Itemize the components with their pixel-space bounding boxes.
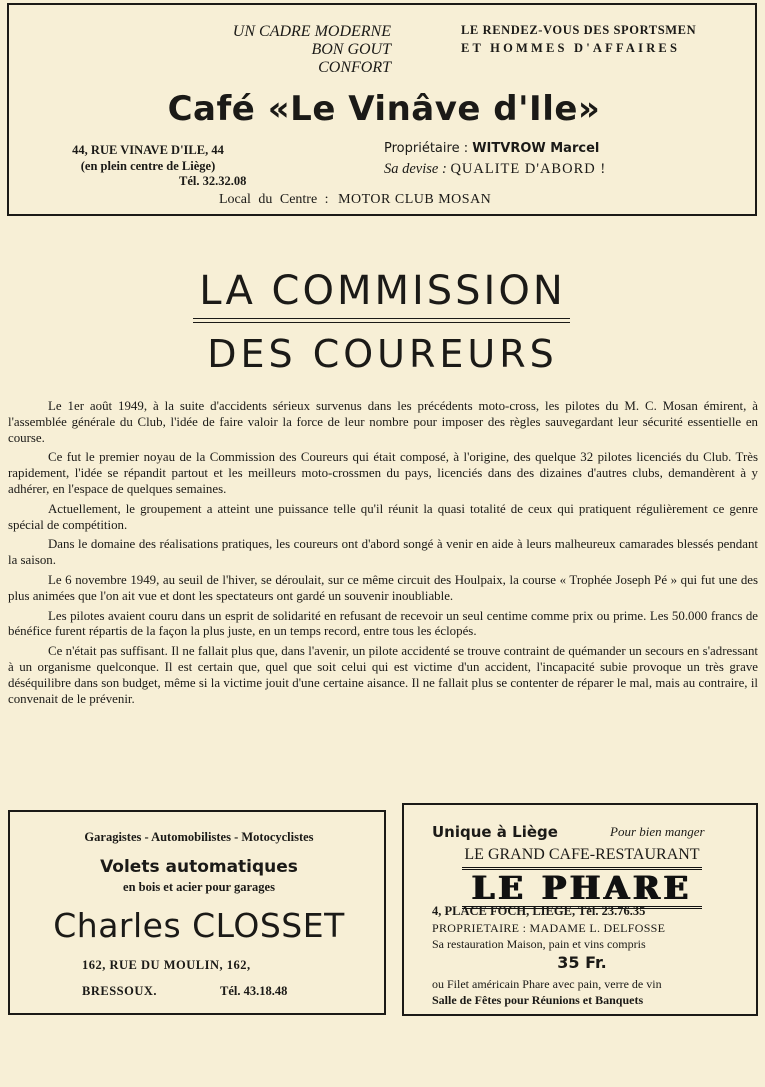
local-label: Local du Centre :	[219, 192, 329, 207]
tagline-left-line: CONFORT	[318, 59, 391, 76]
article-paragraph: Ce fut le premier noyau de la Commission des Coureurs qui était composé, à l'origine, des quelque 32 pilotes licenciés du Club. Très rapidement, l'idée se répandit partout et les meilleurs moto-crossmen du pays, licenciés dans des dizaines d'autres clubs, demandèrent à y adhérer, en l'espace de quelques semaines.	[8, 450, 758, 496]
tagline-right-line: ET HOMMES D'AFFAIRES	[461, 41, 681, 55]
tagline-left	[169, 23, 391, 77]
ad-unique: Unique à Liège	[432, 823, 558, 841]
tagline-right	[461, 21, 751, 57]
motto-label: Sa devise :	[384, 161, 447, 177]
ad-slogan: Pour bien manger	[610, 824, 705, 839]
ad-restaurant-type: LE GRAND CAFE-RESTAURANT	[464, 846, 700, 863]
title-rule	[193, 322, 570, 323]
ad-price: 35 Fr.	[557, 953, 607, 972]
owner-name: WITVROW Marcel	[472, 141, 600, 156]
phare-logo: LE PHARE	[462, 867, 702, 909]
ad-product-detail: en bois et acier pour garages	[123, 880, 275, 894]
article-paragraph: Ce n'était pas suffisant. Il ne fallait plus que, dans l'avenir, un pilote accidenté se trouve contraint de quémander un secours en s'adressant à un organisme quelconque. Il est certain que, quel que soit celui qui est victime d'un accident, l'incapacité subie provoque un très grave déséquilibre dans son budget, même si la victime jouit d'une certaine aisance. Il ne fallait plus se contenter de réparer le mal, mais au contraire, il convenait de le prévenir.	[8, 644, 758, 706]
phare-logo-wrap	[404, 867, 760, 909]
address-line: 44, RUE VINAVE D'ILE, 44	[72, 143, 224, 157]
article-title-line1: LA COMMISSION	[199, 268, 566, 314]
ad-banquet-hall: Salle de Fêtes pour Réunions et Banquets	[432, 993, 644, 1007]
ad-cafe-vinave	[7, 3, 757, 216]
ad-owner: PROPRIETAIRE : MADAME L. DELFOSSE	[432, 921, 666, 935]
address-line: (en plein centre de Liège)	[80, 159, 216, 173]
ad-trades: Garagistes - Automobilistes - Motocyclistes	[84, 830, 314, 844]
owner-label: Propriétaire :	[384, 141, 469, 156]
ad-address: 162, RUE DU MOULIN, 162,	[82, 958, 251, 972]
article-paragraph: Les pilotes avaient couru dans un esprit de solidarité en refusant de recevoir un seul centime comme prix ou prime. Les 50.000 francs de bénéfice furent répartis de la façon la plus juste, en un temps record, entre tous les éclopés.	[8, 608, 758, 639]
cafe-address	[43, 142, 253, 174]
ad-address: 4, PLACE FOCH, LIEGE, Tél. 23.76.35	[432, 904, 646, 918]
local-value: MOTOR CLUB MOSAN	[338, 192, 492, 207]
motto-text: QUALITE D'ABORD !	[450, 161, 607, 177]
article-title-line2: DES COUREURS	[207, 332, 558, 376]
cafe-name: Café «Le Vinâve d'Ile»	[167, 89, 601, 129]
ad-menu-alt: ou Filet américain Phare avec pain, verre de vin	[432, 977, 662, 991]
ad-menu: Sa restauration Maison, pain et vins compris	[432, 937, 646, 951]
cafe-phone: Tél. 32.32.08	[179, 174, 247, 188]
ad-city: BRESSOUX.	[82, 984, 158, 998]
ad-product: Volets automatiques	[100, 857, 298, 877]
ad-company-name: Charles CLOSSET	[53, 906, 345, 945]
ad-le-phare	[402, 803, 758, 1016]
article-body	[8, 399, 758, 711]
article-paragraph: Le 6 novembre 1949, au seuil de l'hiver, se déroulait, sur ce même circuit des Houlpaix, la course « Trophée Joseph Pé » qui fut une des plus animées que l'on ait vue et dont les spectateurs ont gardé un souvenir inoubliable.	[8, 572, 758, 603]
article-paragraph: Le 1er août 1949, à la suite d'accidents sérieux survenus dans les précédents moto-cross, les pilotes du M. C. Mosan émirent, à l'assemblée générale du Club, l'idée de faire valoir la force de leur nombre pour imposer des règles sauvegardant leur sécurité essentielle en course.	[8, 399, 758, 445]
article-paragraph: Actuellement, le groupement a atteint une puissance telle qu'il réunit la quasi totalité de ceux qui pratiquent régulièrement ce genre spécial de compétition.	[8, 501, 758, 532]
local-info	[219, 192, 491, 208]
title-rule	[193, 318, 570, 319]
motto	[384, 161, 606, 178]
owner	[384, 141, 599, 156]
tagline-right-line: LE RENDEZ-VOUS DES SPORTSMEN	[461, 23, 697, 37]
ad-charles-closset	[8, 810, 386, 1015]
article-paragraph: Dans le domaine des réalisations pratiques, les coureurs ont d'abord songé à venir en aide à leurs malheureux camarades blessés pendant la saison.	[8, 537, 758, 568]
tagline-left-line: BON GOUT	[311, 41, 391, 58]
ad-phone: Tél. 43.18.48	[220, 984, 288, 998]
tagline-left-line: UN CADRE MODERNE	[232, 23, 391, 40]
